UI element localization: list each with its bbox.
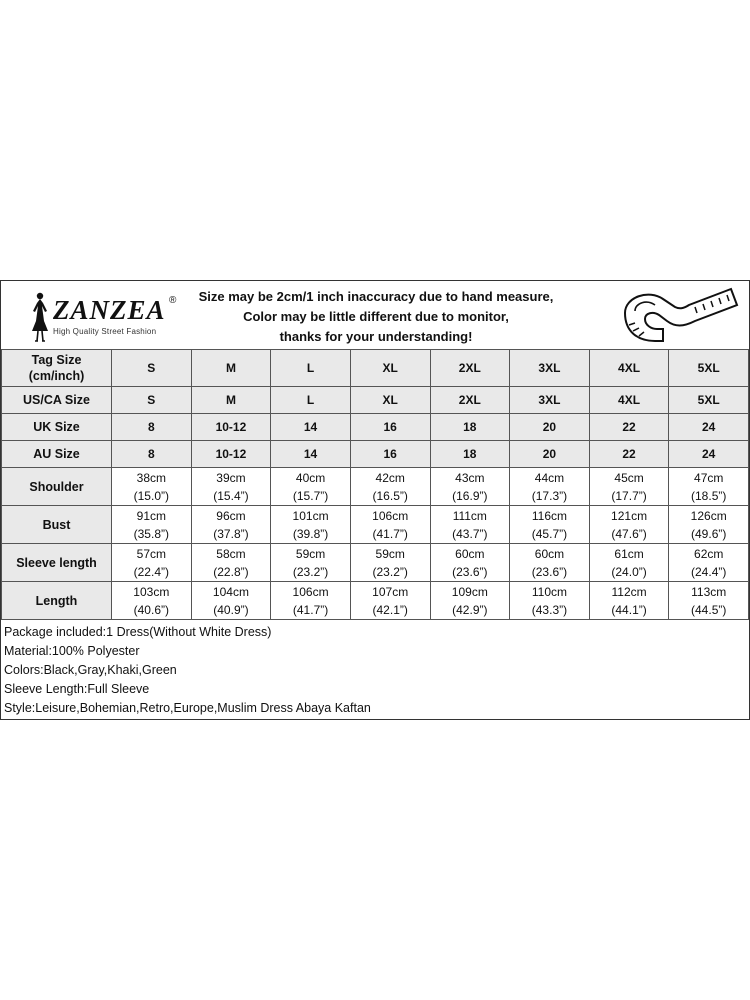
size-cell: 20 (510, 414, 590, 441)
size-cell: 16 (350, 414, 430, 441)
inch-value: (40.9”) (213, 602, 249, 617)
product-details (4, 623, 744, 718)
row-label: Sleeve length (2, 544, 112, 582)
cm-value: 39cm (216, 470, 246, 485)
cm-value: 38cm (136, 470, 166, 485)
measure-cell (191, 582, 271, 620)
measure-cell (112, 468, 192, 506)
measure-cell (589, 506, 669, 544)
size-table (1, 349, 749, 620)
inch-value: (24.0”) (611, 564, 647, 579)
inch-value: (47.6”) (611, 526, 647, 541)
measure-cell (112, 544, 192, 582)
measure-cell (350, 506, 430, 544)
inch-value: (49.6”) (691, 526, 727, 541)
note-line: Color may be little different due to monitor, (243, 309, 509, 324)
cm-value: 40cm (295, 470, 326, 485)
row-label: Length (2, 582, 112, 620)
measure-cell (589, 544, 669, 582)
measure-cell (350, 582, 430, 620)
size-cell: 24 (669, 414, 749, 441)
measure-cell (191, 544, 271, 582)
model-figure-icon (29, 291, 51, 343)
brand-logo (23, 289, 193, 345)
row-label: Shoulder (2, 468, 112, 506)
table-row (2, 468, 749, 506)
inch-value: (44.5”) (691, 602, 727, 617)
inch-value: (23.6”) (531, 564, 568, 579)
cm-value: 126cm (690, 508, 727, 523)
measure-cell (510, 506, 590, 544)
measure-cell (350, 468, 430, 506)
inch-value: (45.7”) (531, 526, 568, 541)
measure-cell (510, 468, 590, 506)
cm-value: 103cm (133, 584, 170, 599)
inch-value: (15.4”) (213, 488, 249, 503)
measure-cell (430, 468, 510, 506)
cm-value: 121cm (611, 508, 648, 523)
inch-value: (22.8”) (213, 564, 249, 579)
cm-value: 47cm (694, 470, 724, 485)
cm-value: 104cm (212, 584, 249, 599)
inch-value: (24.4”) (691, 564, 727, 579)
tag-size-header (2, 350, 112, 387)
measuring-tape-icon (619, 283, 741, 347)
tag-size-cell: 3XL (510, 350, 590, 387)
size-cell: 14 (271, 441, 351, 468)
measure-cell (271, 506, 351, 544)
measure-cell (589, 468, 669, 506)
cm-value: 42cm (375, 470, 405, 485)
brand-name: ZANZEA (53, 295, 166, 325)
cm-value: 110cm (531, 584, 567, 599)
tag-size-cell: XL (350, 350, 430, 387)
measure-cell (430, 506, 510, 544)
size-cell: 8 (112, 414, 192, 441)
size-cell: 5XL (669, 387, 749, 414)
cm-value: 96cm (216, 508, 246, 523)
size-cell: 22 (589, 414, 669, 441)
cm-value: 91cm (136, 508, 166, 523)
registered-mark: ® (169, 295, 177, 306)
size-cell: 24 (669, 441, 749, 468)
note-line: thanks for your understanding! (279, 329, 473, 344)
measure-cell (430, 544, 510, 582)
inch-value: (23.6”) (452, 564, 488, 579)
size-cell: 3XL (510, 387, 590, 414)
size-cell: 10-12 (191, 441, 271, 468)
cm-value: 62cm (694, 546, 724, 561)
cm-value: 59cm (375, 546, 405, 561)
size-cell: 14 (271, 414, 351, 441)
inch-value: (40.6”) (133, 602, 169, 617)
measure-cell (669, 468, 749, 506)
cm-value: 111cm (452, 508, 487, 523)
cm-value: 106cm (372, 508, 409, 523)
tag-size-cell: 4XL (589, 350, 669, 387)
measurement-notes (191, 287, 561, 347)
inch-value: (18.5”) (691, 488, 727, 503)
size-cell: 8 (112, 441, 192, 468)
cm-value: 45cm (614, 470, 644, 485)
cm-value: 113cm (691, 584, 727, 599)
measure-cell (669, 582, 749, 620)
inch-value: (37.8”) (213, 526, 249, 541)
detail-line-package: Package included:1 Dress(Without White Dress) (4, 625, 272, 639)
size-cell: 22 (589, 441, 669, 468)
inch-value: (17.7”) (611, 488, 647, 503)
note-line: Size may be 2cm/1 inch inaccuracy due to hand measure, (198, 289, 554, 304)
measure-cell (669, 506, 749, 544)
measure-cell (350, 544, 430, 582)
measure-cell (510, 544, 590, 582)
tag-size-cell: 5XL (669, 350, 749, 387)
size-cell: 4XL (589, 387, 669, 414)
size-cell: 16 (350, 441, 430, 468)
cm-value: 116cm (531, 508, 567, 523)
measure-cell (191, 506, 271, 544)
inch-value: (42.9”) (452, 602, 488, 617)
size-cell: S (112, 387, 192, 414)
inch-value: (41.7”) (292, 602, 329, 617)
inch-value: (44.1”) (611, 602, 647, 617)
table-row (2, 441, 749, 468)
inch-value: (15.7”) (292, 488, 329, 503)
cm-value: 44cm (534, 470, 565, 485)
inch-value: (42.1”) (372, 602, 408, 617)
measure-cell (112, 582, 192, 620)
measure-cell (271, 468, 351, 506)
measure-cell (430, 582, 510, 620)
tag-size-cell: S (112, 350, 192, 387)
measure-cell (191, 468, 271, 506)
inch-value: (23.2”) (292, 564, 329, 579)
size-cell: 2XL (430, 387, 510, 414)
size-cell: XL (350, 387, 430, 414)
detail-line-sleeve: Sleeve Length:Full Sleeve (4, 682, 150, 696)
inch-value: (43.3”) (531, 602, 568, 617)
inch-value: (35.8”) (133, 526, 169, 541)
cm-value: 112cm (611, 584, 647, 599)
table-row (2, 414, 749, 441)
table-row (2, 350, 749, 387)
row-label: UK Size (2, 414, 112, 441)
brand-tagline: High Quality Street Fashion (53, 327, 157, 336)
measure-cell (112, 506, 192, 544)
detail-line-material: Material:100% Polyester (4, 644, 140, 658)
tag-size-cell: L (271, 350, 351, 387)
measure-cell (589, 582, 669, 620)
measure-cell (669, 544, 749, 582)
size-chart (0, 280, 750, 720)
row-label: US/CA Size (2, 387, 112, 414)
table-row (2, 582, 749, 620)
tag-size-cell: M (191, 350, 271, 387)
inch-value: (17.3”) (531, 488, 568, 503)
measure-cell (510, 582, 590, 620)
inch-value: (16.5”) (372, 488, 408, 503)
inch-value: (15.0”) (133, 488, 169, 503)
cm-value: 101cm (292, 508, 329, 523)
row-label: Bust (2, 506, 112, 544)
size-cell: M (191, 387, 271, 414)
cm-value: 109cm (451, 584, 488, 599)
inch-value: (16.9”) (452, 488, 488, 503)
table-row (2, 506, 749, 544)
row-label: AU Size (2, 441, 112, 468)
size-cell: 18 (430, 414, 510, 441)
chart-header (1, 281, 749, 349)
cm-value: 43cm (455, 470, 485, 485)
inch-value: (23.2”) (372, 564, 408, 579)
inch-value: (43.7”) (452, 526, 488, 541)
cm-value: 107cm (372, 584, 409, 599)
table-row (2, 387, 749, 414)
cm-value: 57cm (136, 546, 166, 561)
row-label: Tag Size (31, 353, 82, 367)
size-cell: 20 (510, 441, 590, 468)
cm-value: 59cm (295, 546, 326, 561)
detail-line-colors: Colors:Black,Gray,Khaki,Green (4, 663, 177, 677)
cm-value: 61cm (614, 546, 644, 561)
cm-value: 106cm (292, 584, 329, 599)
cm-value: 60cm (455, 546, 485, 561)
measure-cell (271, 544, 351, 582)
size-cell: 10-12 (191, 414, 271, 441)
detail-line-style: Style:Leisure,Bohemian,Retro,Europe,Muslim Dress Abaya Kaftan (4, 701, 371, 715)
cm-value: 58cm (216, 546, 246, 561)
inch-value: (41.7”) (372, 526, 408, 541)
inch-value: (39.8”) (292, 526, 329, 541)
size-cell: L (271, 387, 351, 414)
row-label-unit: (cm/inch) (28, 369, 85, 383)
tag-size-cell: 2XL (430, 350, 510, 387)
inch-value: (22.4”) (133, 564, 169, 579)
cm-value: 60cm (534, 546, 565, 561)
measure-cell (271, 582, 351, 620)
table-row (2, 544, 749, 582)
size-cell: 18 (430, 441, 510, 468)
